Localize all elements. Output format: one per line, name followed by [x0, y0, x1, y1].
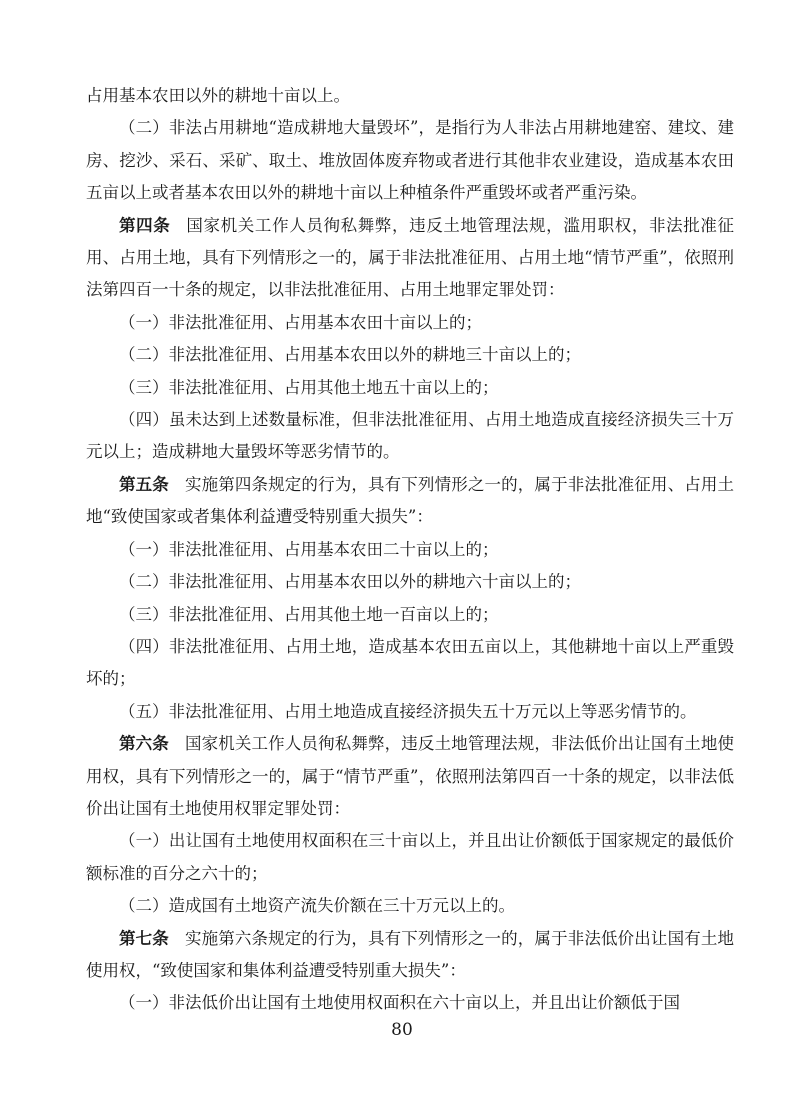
- paragraph-text: （二）非法占用耕地“造成耕地大量毁坏”，是指行为人非法占用耕地建窑、建坟、建房、挖沙、采石、采矿、取土、堆放固体废弃物或者进行其他非农业建设，造成基本农田五亩以上或者基本农田以外的耕地十亩以上种植条件严重毁坏或者严重污染。: [86, 118, 734, 203]
- paragraph: [86, 469, 734, 534]
- article-heading: 第六条: [119, 734, 169, 754]
- paragraph: [86, 210, 734, 307]
- paragraph-text: 实施第四条规定的行为，具有下列情形之一的，属于非法批准征用、占用土地“致使国家或者集体利益遭受特别重大损失”：: [86, 474, 735, 527]
- paragraph: [86, 307, 734, 339]
- paragraph: [86, 339, 734, 371]
- paragraph-text: （四）非法批准征用、占用土地，造成基本农田五亩以上，其他耕地十亩以上严重毁坏的；: [86, 636, 734, 689]
- paragraph-text: （二）非法批准征用、占用基本农田以外的耕地六十亩以上的；: [119, 572, 581, 592]
- paragraph-text: 实施第六条规定的行为，具有下列情形之一的，属于非法低价出让国有土地使用权，“致使国家和集体利益遭受特别重大损失”：: [86, 928, 735, 980]
- paragraph-text: （五）非法批准征用、占用土地造成直接经济损失五十万元以上等恶劣情节的。: [119, 701, 697, 721]
- paragraph: [86, 923, 734, 988]
- paragraph: [86, 890, 734, 922]
- article-heading: 第五条: [119, 474, 169, 494]
- paragraph-text: （三）非法批准征用、占用其他土地一百亩以上的；: [119, 604, 499, 624]
- paragraph-text: （二）造成国有土地资产流失价额在三十万元以上的。: [119, 896, 515, 916]
- paragraph: [86, 825, 734, 890]
- paragraph-text: （三）非法批准征用、占用其他土地五十亩以上的；: [119, 377, 499, 397]
- paragraph-text: 国家机关工作人员徇私舞弊，违反土地管理法规，非法低价出让国有土地使用权，具有下列情形之一的，属于“情节严重”，依照刑法第四百一十条的规定，以非法低价出让国有土地使用权罪定罪处罚：: [86, 734, 735, 818]
- paragraph: [86, 599, 734, 631]
- paragraph: [86, 112, 734, 209]
- paragraph: [86, 987, 734, 1019]
- paragraph: [86, 534, 734, 566]
- paragraph: [86, 372, 734, 404]
- paragraph-text: 国家机关工作人员徇私舞弊，违反土地管理法规，滥用职权，非法批准征用、占用土地，具有下列情形之一的，属于非法批准征用、占用土地“情节严重”，依照刑法第四百一十条的规定，以非法批准征用、占用土地罪定罪处罚：: [86, 215, 735, 300]
- article-heading: 第七条: [119, 928, 169, 948]
- page-number: 80: [391, 1020, 413, 1040]
- paragraph: [86, 404, 734, 469]
- article-heading: 第四条: [119, 215, 171, 235]
- paragraph: [86, 696, 734, 728]
- paragraph: [86, 566, 734, 598]
- document-body: [86, 80, 734, 1020]
- paragraph-text: （一）非法低价出让国有土地使用权面积在六十亩以上，并且出让价额低于国: [119, 993, 680, 1013]
- paragraph: [86, 631, 734, 696]
- paragraph-text: （一）非法批准征用、占用基本农田二十亩以上的；: [119, 539, 499, 559]
- paragraph-text: （一）非法批准征用、占用基本农田十亩以上的；: [119, 312, 482, 332]
- paragraph-text: （一）出让国有土地使用权面积在三十亩以上，并且出让价额低于国家规定的最低价额标准的百分之六十的；: [86, 831, 734, 883]
- paragraph-text: 占用基本农田以外的耕地十亩以上。: [86, 86, 350, 105]
- paragraph: [86, 728, 734, 825]
- paragraph-text: （四）虽未达到上述数量标准，但非法批准征用、占用土地造成直接经济损失三十万元以上；造成耕地大量毁坏等恶劣情节的。: [86, 410, 734, 462]
- paragraph: [86, 80, 734, 112]
- paragraph-text: （二）非法批准征用、占用基本农田以外的耕地三十亩以上的；: [119, 345, 581, 365]
